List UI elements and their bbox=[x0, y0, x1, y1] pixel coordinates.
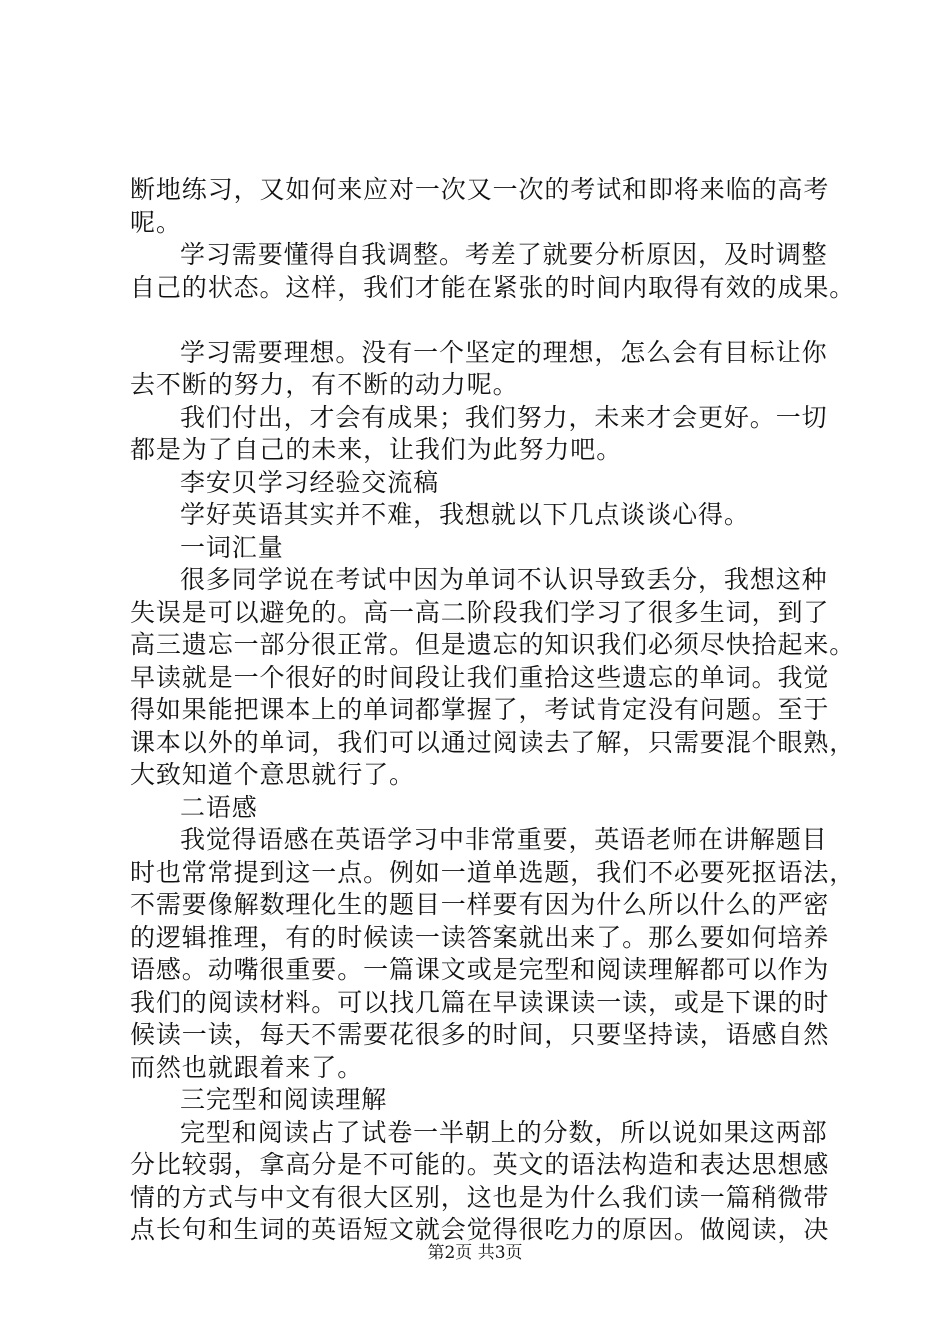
text-line: 得如果能把课本上的单词都掌握了，考试肯定没有问题。至于 bbox=[130, 695, 830, 724]
text-line: 早读就是一个很好的时间段让我们重拾这些遗忘的单词。我觉 bbox=[130, 662, 830, 692]
paragraph-start-line: 很多同学说在考试中因为单词不认识导致丢分，我想这种 bbox=[180, 565, 828, 594]
paragraph-start-line: 完型和阅读占了试卷一半朝上的分数，所以说如果这两部 bbox=[180, 1117, 828, 1147]
section-heading: 一词汇量 bbox=[180, 532, 284, 562]
text-line: 失误是可以避免的。高一高二阶段我们学习了很多生词，到了 bbox=[130, 597, 830, 627]
text-line: 大致知道个意思就行了。 bbox=[130, 760, 415, 789]
blank-line bbox=[130, 304, 832, 337]
text-line: 高三遗忘一部分很正常。但是遗忘的知识我们必须尽快拾起来。 bbox=[130, 630, 856, 659]
text-line: 点长句和生词的英语短文就会觉得很吃力的原因。做阅读，决 bbox=[130, 1215, 830, 1244]
text-line: 语感。动嘴很重要。一篇课文或是完型和阅读理解都可以作为 bbox=[130, 955, 830, 984]
text-line: 而然也就跟着来了。 bbox=[130, 1052, 364, 1082]
text-line: 我们的阅读材料。可以找几篇在早读课读一读，或是下课的时 bbox=[130, 987, 830, 1017]
text-line: 都是为了自己的未来，让我们为此努力吧。 bbox=[130, 435, 623, 464]
section-heading: 三完型和阅读理解 bbox=[180, 1085, 388, 1114]
document-subtitle: 李安贝学习经验交流稿 bbox=[180, 467, 440, 497]
paragraph-start-line: 我觉得语感在英语学习中非常重要，英语老师在讲解题目 bbox=[180, 825, 828, 854]
text-line: 呢。 bbox=[130, 207, 182, 237]
text-line: 分比较弱，拿高分是不可能的。英文的语法构造和表达思想感 bbox=[130, 1150, 830, 1179]
text-line: 断地练习，又如何来应对一次又一次的考试和即将来临的高考 bbox=[130, 175, 830, 204]
text-line: 时也常常提到这一点。例如一道单选题，我们不必要死抠语法， bbox=[130, 857, 856, 887]
paragraph-start-line: 学习需要理想。没有一个坚定的理想，怎么会有目标让你 bbox=[180, 337, 828, 367]
text-line: 的逻辑推理，有的时候读一读答案就出来了。那么要如何培养 bbox=[130, 922, 830, 952]
document-body bbox=[130, 174, 856, 1247]
text-line: 去不断的努力，有不断的动力呢。 bbox=[130, 370, 519, 399]
text-line: 不需要像解数理化生的题目一样要有因为什么所以什么的严密 bbox=[130, 890, 830, 919]
text-line: 课本以外的单词，我们可以通过阅读去了解，只需要混个眼熟， bbox=[130, 727, 856, 757]
page-number-footer: 第2页 共3页 bbox=[427, 1243, 523, 1263]
section-heading: 二语感 bbox=[180, 792, 258, 822]
text-line: 自己的状态。这样，我们才能在紧张的时间内取得有效的成果。 bbox=[130, 272, 856, 302]
text-line: 候读一读，每天不需要花很多的时间，只要坚持读，语感自然 bbox=[130, 1020, 830, 1049]
text-line: 情的方式与中文有很大区别，这也是为什么我们读一篇稍微带 bbox=[130, 1182, 830, 1212]
paragraph-start-line: 学好英语其实并不难，我想就以下几点谈谈心得。 bbox=[180, 500, 750, 529]
paragraph-start-line: 我们付出，才会有成果；我们努力，未来才会更好。一切 bbox=[180, 402, 828, 432]
paragraph-start-line: 学习需要懂得自我调整。考差了就要分析原因，及时调整 bbox=[180, 240, 828, 269]
